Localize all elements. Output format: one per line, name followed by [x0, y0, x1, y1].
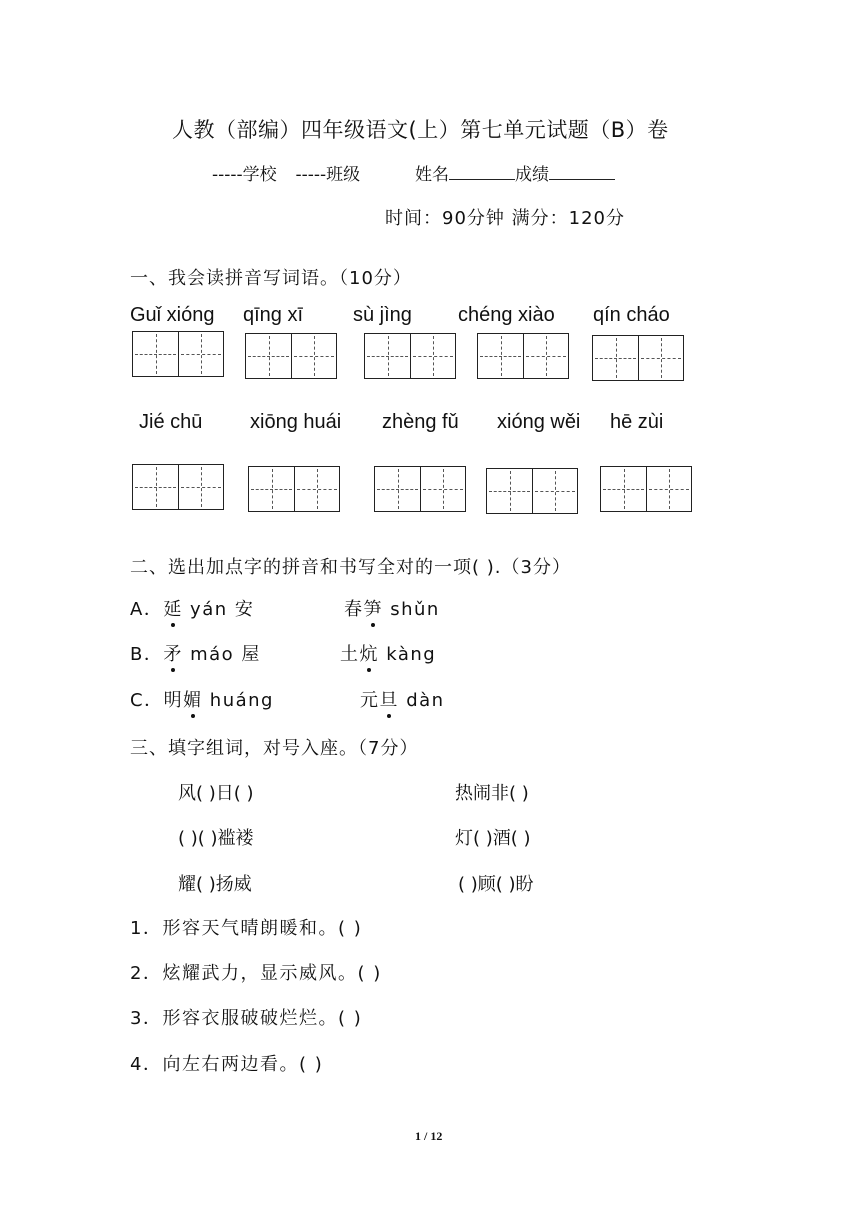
option-c-word2 — [360, 686, 445, 712]
writing-grid-1-1[interactable] — [132, 331, 224, 377]
option-b-word2 — [340, 640, 436, 666]
option-c[interactable] — [130, 686, 274, 712]
writing-grid-2-4[interactable] — [486, 468, 578, 514]
name-blank — [449, 165, 515, 180]
option-b[interactable] — [130, 640, 261, 666]
option-c-dotted-char-1: 媚 — [183, 686, 203, 712]
option-a[interactable] — [130, 595, 254, 621]
option-a-word2-pre: 春 — [344, 599, 364, 620]
section1-heading: 一、我会读拼音写词语。（10分） — [130, 268, 412, 289]
page-number: 1 / 12 — [415, 1129, 443, 1143]
pinyin-1-4: chéng xiào — [458, 304, 555, 326]
page-title: 人教（部编）四年级语文(上）第七单元试题（B）卷 — [172, 118, 669, 142]
question-3[interactable]: 3．形容衣服破破烂烂。( ) — [130, 1008, 363, 1029]
fill-blank-3[interactable]: ( )( )褴褛 — [178, 828, 254, 849]
option-a-dotted-char-1: 延 — [163, 595, 183, 621]
writing-grid-1-2[interactable] — [245, 333, 337, 379]
student-info-line — [212, 160, 615, 185]
fill-blank-2[interactable]: 热闹非( ) — [455, 783, 529, 804]
section2-heading: 二、选出加点字的拼音和书写全对的一项( ).（3分） — [130, 557, 571, 578]
writing-grid-1-4[interactable] — [477, 333, 569, 379]
option-c-word2-pre: 元 — [360, 690, 380, 711]
option-a-word2 — [344, 595, 440, 621]
writing-grid-2-3[interactable] — [374, 466, 466, 512]
writing-grid-1-3[interactable] — [364, 333, 456, 379]
option-b-dotted-char-1: 矛 — [163, 640, 183, 666]
option-a-pinyin-1: yán 安 — [182, 599, 255, 620]
writing-grid-1-5[interactable] — [592, 335, 684, 381]
pinyin-1-3: sù jìng — [353, 304, 412, 326]
writing-grid-2-2[interactable] — [248, 466, 340, 512]
option-a-dotted-char-2: 笋 — [364, 595, 384, 621]
score-label: 成绩 — [514, 165, 549, 185]
question-2[interactable]: 2．炫耀武力，显示威风。( ) — [130, 963, 382, 984]
option-c-dotted-char-2: 旦 — [380, 686, 400, 712]
option-b-pinyin-2: kàng — [379, 644, 437, 665]
option-b-dotted-char-2: 炕 — [360, 640, 380, 666]
name-label: 姓名 — [414, 165, 449, 185]
pinyin-2-1: Jié chū — [139, 411, 203, 433]
time-and-score-info: 时间：90分钟 满分：120分 — [385, 208, 625, 229]
option-c-pinyin-1: huáng — [202, 690, 274, 711]
option-b-pinyin-1: máo 屋 — [182, 644, 261, 665]
pinyin-2-3: zhèng fǔ — [382, 411, 459, 433]
option-c-word1-pre: 明 — [163, 690, 184, 711]
option-c-pinyin-2: dàn — [399, 690, 445, 711]
pinyin-1-5: qín cháo — [593, 304, 670, 326]
question-4[interactable]: 4．向左右两边看。( ) — [130, 1054, 324, 1075]
option-b-label: B． — [130, 644, 164, 665]
class-field: -----班级 — [295, 165, 361, 185]
writing-grid-2-5[interactable] — [600, 466, 692, 512]
pinyin-2-5: hē zùi — [610, 411, 664, 433]
question-1[interactable]: 1．形容天气晴朗暖和。( ) — [130, 918, 363, 939]
school-field: -----学校 — [212, 165, 277, 185]
option-c-label: C． — [130, 690, 164, 711]
score-blank — [549, 165, 615, 180]
option-b-word2-pre: 土 — [340, 644, 360, 665]
option-a-pinyin-2: shǔn — [383, 599, 440, 620]
pinyin-1-1: Guǐ xióng — [130, 304, 215, 326]
fill-blank-5[interactable]: 耀( )扬威 — [178, 874, 252, 895]
fill-blank-6[interactable]: ( )顾( )盼 — [458, 874, 534, 895]
fill-blank-4[interactable]: 灯( )酒( ) — [455, 828, 531, 849]
section3-heading: 三、填字组词，对号入座。（7分） — [130, 738, 419, 759]
pinyin-1-2: qīng xī — [243, 304, 304, 326]
option-a-label: A． — [130, 599, 164, 620]
writing-grid-2-1[interactable] — [132, 464, 224, 510]
pinyin-2-2: xiōng huái — [250, 411, 342, 433]
pinyin-2-4: xióng wěi — [497, 411, 581, 433]
fill-blank-1[interactable]: 风( )日( ) — [178, 783, 254, 804]
